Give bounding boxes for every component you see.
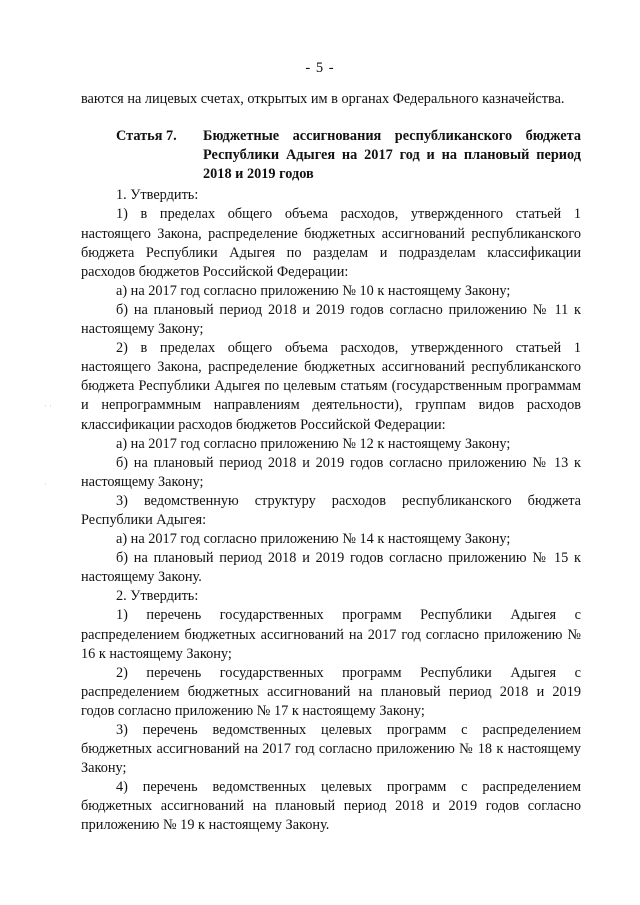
- scan-mark: · ·: [44, 402, 52, 411]
- paragraph: б) на плановый период 2018 и 2019 годов согласно приложению № 13 к настоящему Закону;: [81, 454, 581, 490]
- document-body: [81, 90, 581, 836]
- paragraph: а) на 2017 год согласно приложению № 12 к настоящему Закону;: [116, 435, 511, 452]
- paragraph: а) на 2017 год согласно приложению № 10 к настоящему Закону;: [116, 282, 511, 299]
- continuation-line: ваются на лицевых счетах, открытых им в органах Федерального казначейства.: [81, 91, 565, 107]
- paragraph: 2. Утвердить:: [116, 588, 199, 605]
- paragraph: а) на 2017 год согласно приложению № 14 к настоящему Закону;: [116, 531, 511, 548]
- article-heading: [81, 127, 581, 184]
- paragraph: 1) перечень государственных программ Республики Адыгея с распределением бюджетных ассигнований на 2017 год согласно приложению № 16 к настоящему Закону;: [81, 607, 581, 662]
- page-number: - 5 -: [305, 60, 335, 76]
- paragraph: б) на плановый период 2018 и 2019 годов согласно приложению № 11 к настоящему Закону;: [81, 301, 581, 338]
- paragraph: 4) перечень ведомственных целевых программ с распределением бюджетных ассигнований на плановый период 2018 и 2019 годов согласно приложению № 19 к настоящему Закону.: [81, 779, 581, 834]
- paragraph: 1. Утвердить:: [116, 187, 199, 204]
- paragraph: б) на плановый период 2018 и 2019 годов согласно приложению № 15 к настоящему Закону.: [81, 550, 581, 586]
- paragraph: 3) ведомственную структуру расходов республиканского бюджета Республики Адыгея:: [81, 492, 581, 528]
- article-label: Статья 7.: [116, 128, 177, 145]
- paragraph: 1) в пределах общего объема расходов, утвержденного статьей 1 настоящего Закона, распределение бюджетных ассигнований республиканского бюджета Республики Адыгея по разделам и подразделам классификации расходов бюджетов Российской Федерации:: [81, 206, 581, 280]
- article-title: Бюджетные ассигнования республиканского бюджета Республики Адыгея на 2017 год и на плановый период 2018 и 2019 годов: [203, 128, 581, 183]
- paragraph: 2) в пределах общего объема расходов, утвержденного статьей 1 настоящего Закона, распределение бюджетных ассигнований республиканского бюджета Республики Адыгея по целевым статьям (государственным программам и непрограммным направлениям деятельности), группам видов расходов классификации расходов бюджетов Российской Федерации:: [81, 340, 581, 433]
- paragraph: 2) перечень государственных программ Республики Адыгея с распределением бюджетных ассигнований на плановый период 2018 и 2019 годов согласно приложению № 17 к настоящему Закону;: [81, 664, 581, 719]
- scan-mark: ·: [44, 480, 47, 489]
- paragraph: 3) перечень ведомственных целевых программ с распределением бюджетных ассигнований на 2017 год согласно приложению № 18 к настоящему Закону;: [81, 722, 581, 777]
